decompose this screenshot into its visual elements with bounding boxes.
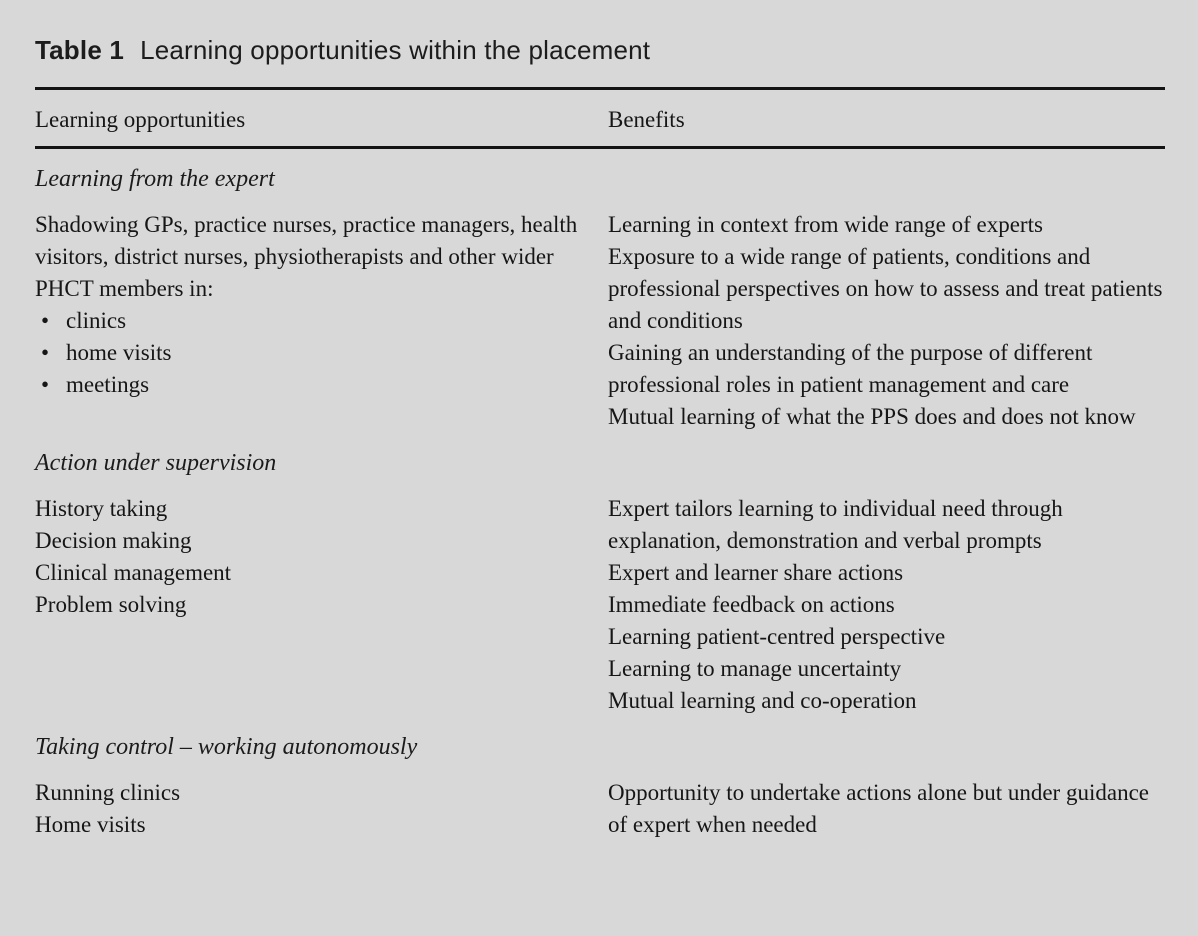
benefits-cell xyxy=(608,209,1165,433)
header-rule xyxy=(35,146,1165,149)
table-caption xyxy=(35,34,1165,66)
shadowing-intro-text: Shadowing GPs, practice nurses, practice managers, health visitors, district nurses, physiotherapists and other wider PHCT members in: xyxy=(35,212,578,301)
list-item-clinical-management: Clinical management xyxy=(35,560,232,585)
list-item-problem-solving: Problem solving xyxy=(35,592,187,617)
section-heading-taking-control: Taking control – working autonomously xyxy=(35,734,418,760)
list-item-decision-making: Decision making xyxy=(35,528,192,553)
benefit-text: Learning patient-centred perspective xyxy=(608,624,946,649)
benefit-text: Gaining an understanding of the purpose of different professional roles in patient management and care xyxy=(608,340,1093,397)
benefit-text: Mutual learning and co-operation xyxy=(608,688,917,713)
benefit-text: Learning in context from wide range of experts xyxy=(608,212,1043,237)
shadowing-bullet-list xyxy=(35,305,587,401)
benefit-text: Expert and learner share actions xyxy=(608,560,904,585)
benefit-text: Expert tailors learning to individual need through explanation, demonstration and verbal prompts xyxy=(608,496,1063,553)
learning-opportunities-cell xyxy=(35,777,587,841)
table-caption-text: Learning opportunities within the placement xyxy=(140,35,651,65)
learning-opportunities-cell xyxy=(35,493,587,717)
table-header-row xyxy=(35,90,1165,146)
learning-opportunities-cell xyxy=(35,209,587,433)
benefit-text: Exposure to a wide range of patients, conditions and professional perspectives on how to assess and treat patients and conditions xyxy=(608,244,1163,333)
benefit-text: Mutual learning of what the PPS does and does not know xyxy=(608,404,1136,429)
list-item-running-clinics: Running clinics xyxy=(35,780,181,805)
list-item-home-visits: Home visits xyxy=(35,812,146,837)
section-heading-action-under-supervision: Action under supervision xyxy=(35,450,277,476)
column-header-learning-opportunities: Learning opportunities xyxy=(35,107,246,132)
section-row-taking-control xyxy=(35,777,1165,841)
table-number: Table 1 xyxy=(35,35,125,65)
section-heading-learning-from-expert: Learning from the expert xyxy=(35,166,275,192)
benefit-text: Learning to manage uncertainty xyxy=(608,656,902,681)
list-item-history-taking: History taking xyxy=(35,496,168,521)
benefit-text: Opportunity to undertake actions alone but under guidance of expert when needed xyxy=(608,780,1149,837)
column-header-benefits: Benefits xyxy=(608,107,685,132)
autonomous-actions-list xyxy=(35,777,587,841)
benefits-cell xyxy=(608,777,1165,841)
benefits-cell xyxy=(608,493,1165,717)
bullet-item-meetings: • meetings xyxy=(35,369,587,401)
bullet-item-clinics: • clinics xyxy=(35,305,587,337)
section-row-learning-from-expert xyxy=(35,209,1165,433)
bullet-item-home-visits: • home visits xyxy=(35,337,587,369)
section-row-action-under-supervision xyxy=(35,493,1165,717)
supervised-actions-list xyxy=(35,493,587,621)
benefit-text: Immediate feedback on actions xyxy=(608,592,895,617)
